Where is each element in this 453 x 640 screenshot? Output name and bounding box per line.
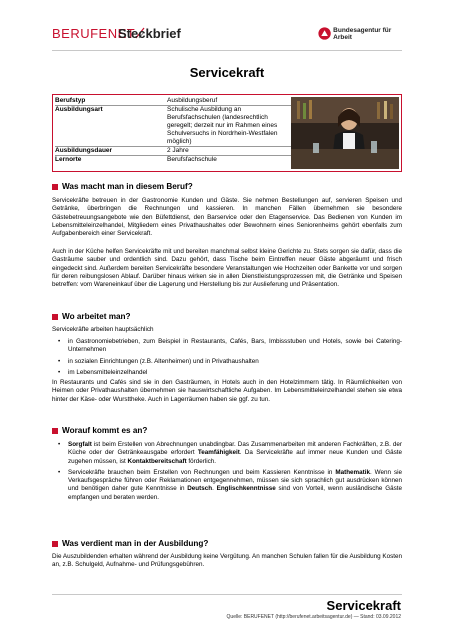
header-divider	[52, 50, 402, 51]
list-item	[52, 469, 402, 502]
bold-term: Teamfähigkeit	[197, 449, 240, 457]
info-key: Ausbildungsart	[55, 106, 103, 113]
section-heading-text: Was verdient man in der Ausbildung?	[62, 539, 209, 548]
list-item: • im Lebensmitteleinzelhandel	[52, 369, 402, 377]
list-text: Servicekräfte brauchen beim Erstellen von Rechnungen und beim Kassieren Kenntnisse in	[68, 468, 336, 476]
list-text: förderlich.	[186, 457, 217, 465]
footer-source: Quelle: BERUFENET (http://berufenet.arbeitsagentur.de) — Stand: 03.09.2012	[226, 614, 401, 620]
bold-term: Sorgfalt	[68, 441, 92, 448]
agency-emblem-icon	[318, 26, 331, 41]
bold-term: Mathematik	[335, 468, 371, 476]
square-bullet-icon	[52, 541, 58, 547]
job-photo	[291, 97, 399, 169]
waitress-at-bar-image	[291, 97, 399, 169]
list-item: • in Gastronomiebetrieben, zum Beispiel in Restaurants, Cafés, Bars, Imbissstuben und Hotels, sowie bei Catering-Unternehmen	[52, 338, 402, 355]
info-row	[55, 146, 291, 155]
info-key: Lernorte	[55, 156, 82, 163]
list-item: • in sozialen Einrichtungen (z.B. Altenheimen) und in Privathaushalten	[52, 358, 402, 366]
info-box	[52, 94, 402, 172]
list-item	[52, 441, 402, 466]
info-row	[55, 155, 291, 164]
list-text: . Da Servicekräfte auf immer neue Kunden und Gäste zugehen müssen, ist	[68, 449, 402, 465]
section-heading-text: Wo arbeitet man?	[62, 312, 131, 321]
info-value: 2 Jahre	[167, 147, 189, 154]
list-text: ist beim Erstellen von Abrechnungen unabdingbar. Das Zusammenarbeiten mit anderen Fachkräften, z.B. der Küche oder der Getränkeausgabe erfordert	[68, 441, 402, 457]
paragraph: Servicekräfte arbeiten hauptsächlich	[52, 326, 154, 333]
section-heading	[52, 539, 208, 548]
square-bullet-icon	[52, 428, 58, 434]
square-bullet-icon	[52, 184, 58, 190]
list-text: sind von Vorteil, wenn ausländische Gäste empfangen und beraten werden.	[68, 485, 402, 501]
bold-term: Englischkenntnisse	[216, 485, 276, 493]
info-key: Ausbildungsdauer	[55, 147, 113, 154]
info-row	[55, 105, 291, 146]
paragraph: Servicekräfte betreuen in der Gastronomie Kunden und Gäste. Sie nehmen Bestellungen auf, servieren Speisen und Getränke, überbringen die Rechnungen und kassieren. In manchen Fällen übernehmen sie besondere Gästebetreuungsangebote wie den Büfettdienst, den Barservice oder den Etagenservice. Das Bedienen von Kunden im Lebensmitteleinzelhandel, Mitgliedern eines Privathaushaltes oder Bewohnern eines Seniorenheims gehört ebenfalls zum Aufgabenbereich einer Servicekraft.	[52, 197, 402, 238]
square-bullet-icon	[52, 314, 58, 320]
info-row	[55, 97, 291, 105]
info-value: Ausbildungsberuf	[167, 97, 218, 104]
doc-type-label: Steckbrief	[118, 26, 181, 41]
footer-title: Servicekraft	[326, 598, 401, 613]
info-value: Berufsfachschule	[167, 156, 217, 163]
paragraph: In Restaurants und Cafés sind sie in den Gasträumen, in Hotels auch in den Hotelzimmern tätig. In Räumlichkeiten von Heimen oder Privathaushalten übernehmen sie hauswirtschaftliche Aufgaben. Im Lebensmitteleinzelhandel stehen sie etwa hinter der Käse- oder Wursttheke. Auch in Lagerräumen haben sie ggf. zu tun.	[52, 379, 402, 403]
info-key: Berufstyp	[55, 97, 86, 104]
agency-logo	[318, 26, 402, 41]
section-heading	[52, 426, 147, 435]
bullet-list	[52, 441, 402, 505]
bullet-list	[52, 338, 402, 380]
paragraph: Die Auszubildenden erhalten während der Ausbildung keine Vergütung. An manchen Schulen fallen für die Ausbildung Kosten an, z.B. Schulgeld, Aufnahme- und Prüfungsgebühren.	[52, 553, 402, 569]
section-heading-text: Worauf kommt es an?	[62, 426, 148, 435]
page-header	[52, 26, 402, 48]
page-title: Servicekraft	[189, 65, 265, 80]
bold-term: Kontaktbereitschaft	[127, 457, 187, 465]
list-text: . Wenn sie Verkaufsgespräche führen oder Reklamationen entgegennehmen, müssen sie sich sprachlich gut ausdrücken können und benötigen daher gute Kenntnisse in	[68, 468, 402, 493]
paragraph: Auch in der Küche helfen Servicekräfte mit und bereiten manchmal selbst kleine Gerichte zu. Stets sorgen sie dafür, dass die Gasträume sauber und ordentlich sind. Dazu gehört, dass Tische beim Eintreffen neuer Gäste abgeräumt und frisch eingedeckt sind. Außerdem bereiten Servicekräfte besondere Veranstaltungen wie Hochzeiten oder Bankette vor und sorgen für deren reibungslosen Ablauf. Darüber hinaus wirken sie in allen Dienstleistungsprozessen mit, die Getränke und Speisen betreffen: vom Wareneinkauf über die Lagerung und Herstellung bis zur Auslieferung und Präsentation.	[52, 248, 402, 289]
info-table	[55, 97, 291, 164]
section-heading	[52, 182, 193, 191]
info-value: Schulische Ausbildung an Berufsfachschulen (landesrechtlich geregelt; derzeit nur im Rahmen eines Schulversuchs in Nordrhein-Westfalen möglich)	[167, 106, 278, 145]
footer-divider	[52, 594, 402, 595]
brand-name: BERUFENET	[52, 26, 136, 41]
bold-term: Deutsch	[187, 485, 213, 493]
section-heading	[52, 312, 131, 321]
list-text: .	[212, 485, 217, 493]
agency-name: Bundesagentur für Arbeit	[333, 26, 392, 41]
section-heading-text: Was macht man in diesem Beruf?	[62, 182, 193, 191]
